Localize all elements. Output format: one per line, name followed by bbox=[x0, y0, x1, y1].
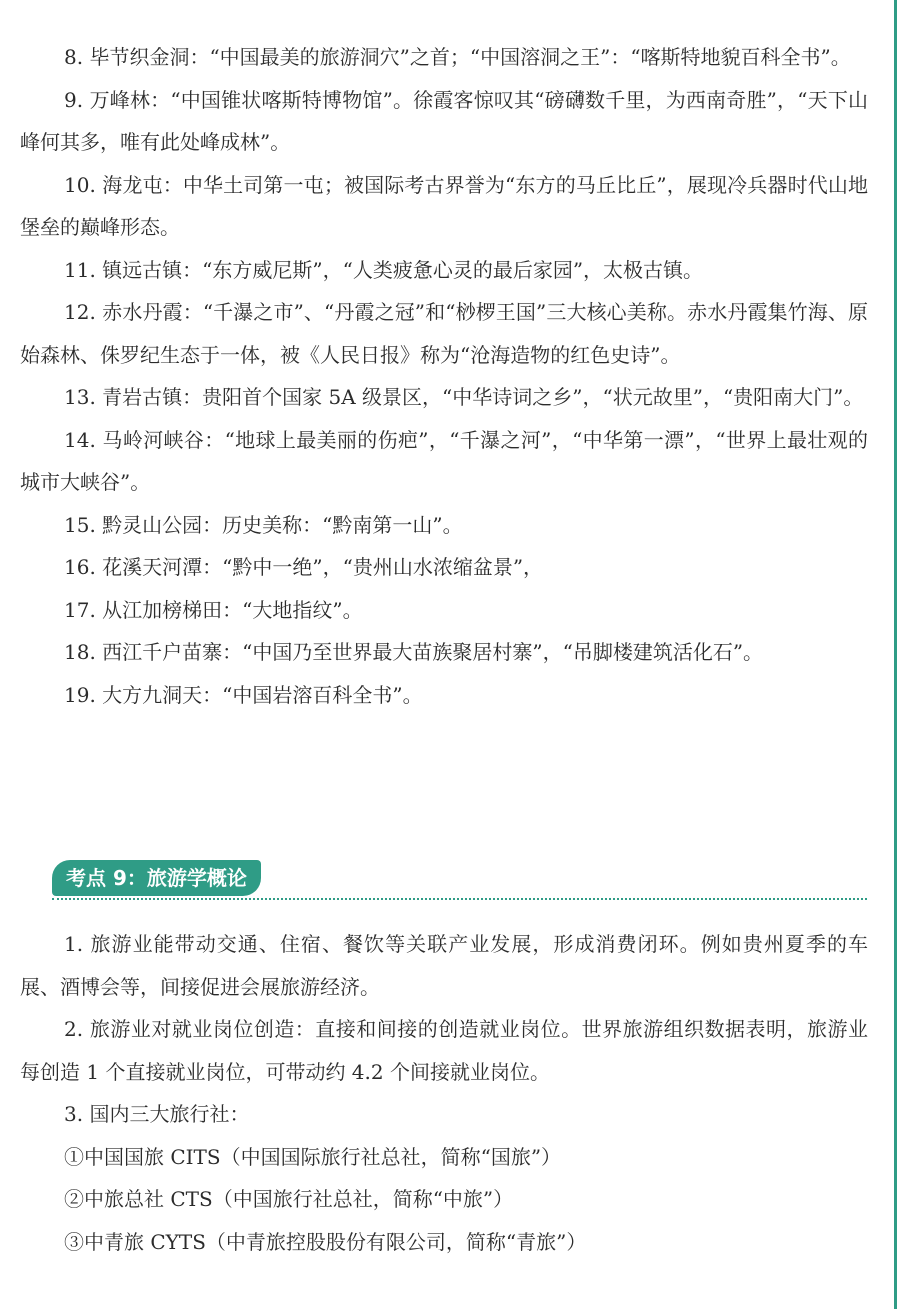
agency-item: ①中国国旅 CITS（中国国际旅行社总社，简称“国旅”） bbox=[64, 1144, 562, 1169]
list-item: 13. 青岩古镇：贵阳首个国家 5A 级景区，“中华诗词之乡”，“状元故里”，“贵阳南大门”。 bbox=[64, 385, 864, 409]
agency-item: ②中旅总社 CTS（中国旅行社总社，简称“中旅”） bbox=[64, 1187, 514, 1211]
list-item: 12. 赤水丹霞：“千瀑之市”、“丹霞之冠”和“桫椤王国”三大核心美称。赤水丹霞集竹海、原始森林、侏罗纪生态于一体，被《人民日报》称为“沧海造物的红色史诗”。 bbox=[20, 300, 868, 367]
list-item: 1. 旅游业能带动交通、住宿、餐饮等关联产业发展，形成消费闭环。例如贵州夏季的车展、酒博会等，间接促进会展旅游经济。 bbox=[20, 932, 868, 999]
list-item: 8. 毕节织金洞：“中国最美的旅游洞穴”之首；“中国溶洞之王”：“喀斯特地貌百科全书”。 bbox=[64, 45, 851, 69]
list-item: 18. 西江千户苗寨：“中国乃至世界最大苗族聚居村寨”，“吊脚楼建筑活化石”。 bbox=[64, 640, 764, 664]
list-item: 14. 马岭河峡谷：“地球上最美丽的伤疤”，“千瀑之河”，“中华第一漂”，“世界上最壮观的城市大峡谷”。 bbox=[20, 427, 868, 494]
section-divider bbox=[52, 898, 867, 900]
list-item: 3. 国内三大旅行社： bbox=[64, 1102, 250, 1126]
attractions-list bbox=[20, 36, 868, 716]
agency-item: ③中青旅 CYTS（中青旅控股股份有限公司，简称“青旅”） bbox=[64, 1229, 587, 1254]
tourism-concepts bbox=[20, 923, 868, 1263]
list-item: 10. 海龙屯：中华土司第一屯；被国际考古界誉为“东方的马丘比丘”，展现冷兵器时代山地堡垒的巅峰形态。 bbox=[20, 172, 868, 239]
section-title: 考点 9：旅游学概论 bbox=[52, 860, 261, 896]
list-item: 11. 镇远古镇：“东方威尼斯”，“人类疲惫心灵的最后家园”，太极古镇。 bbox=[64, 257, 704, 282]
section-header bbox=[52, 857, 867, 901]
list-item: 2. 旅游业对就业岗位创造：直接和间接的创造就业岗位。世界旅游组织数据表明，旅游业每创造 1 个直接就业岗位，可带动约 4.2 个间接就业岗位。 bbox=[20, 1017, 868, 1084]
list-item: 19. 大方九洞天：“中国岩溶百科全书”。 bbox=[64, 682, 423, 707]
list-item: 9. 万峰林：“中国锥状喀斯特博物馆”。徐霞客惊叹其“磅礴数千里，为西南奇胜”，“天下山峰何其多，唯有此处峰成林”。 bbox=[20, 87, 868, 154]
list-item: 17. 从江加榜梯田：“大地指纹”。 bbox=[64, 597, 363, 622]
list-item: 16. 花溪天河潭：“黔中一绝”，“贵州山水浓缩盆景”， bbox=[64, 555, 544, 579]
list-item: 15. 黔灵山公园：历史美称：“黔南第一山”。 bbox=[64, 512, 463, 537]
